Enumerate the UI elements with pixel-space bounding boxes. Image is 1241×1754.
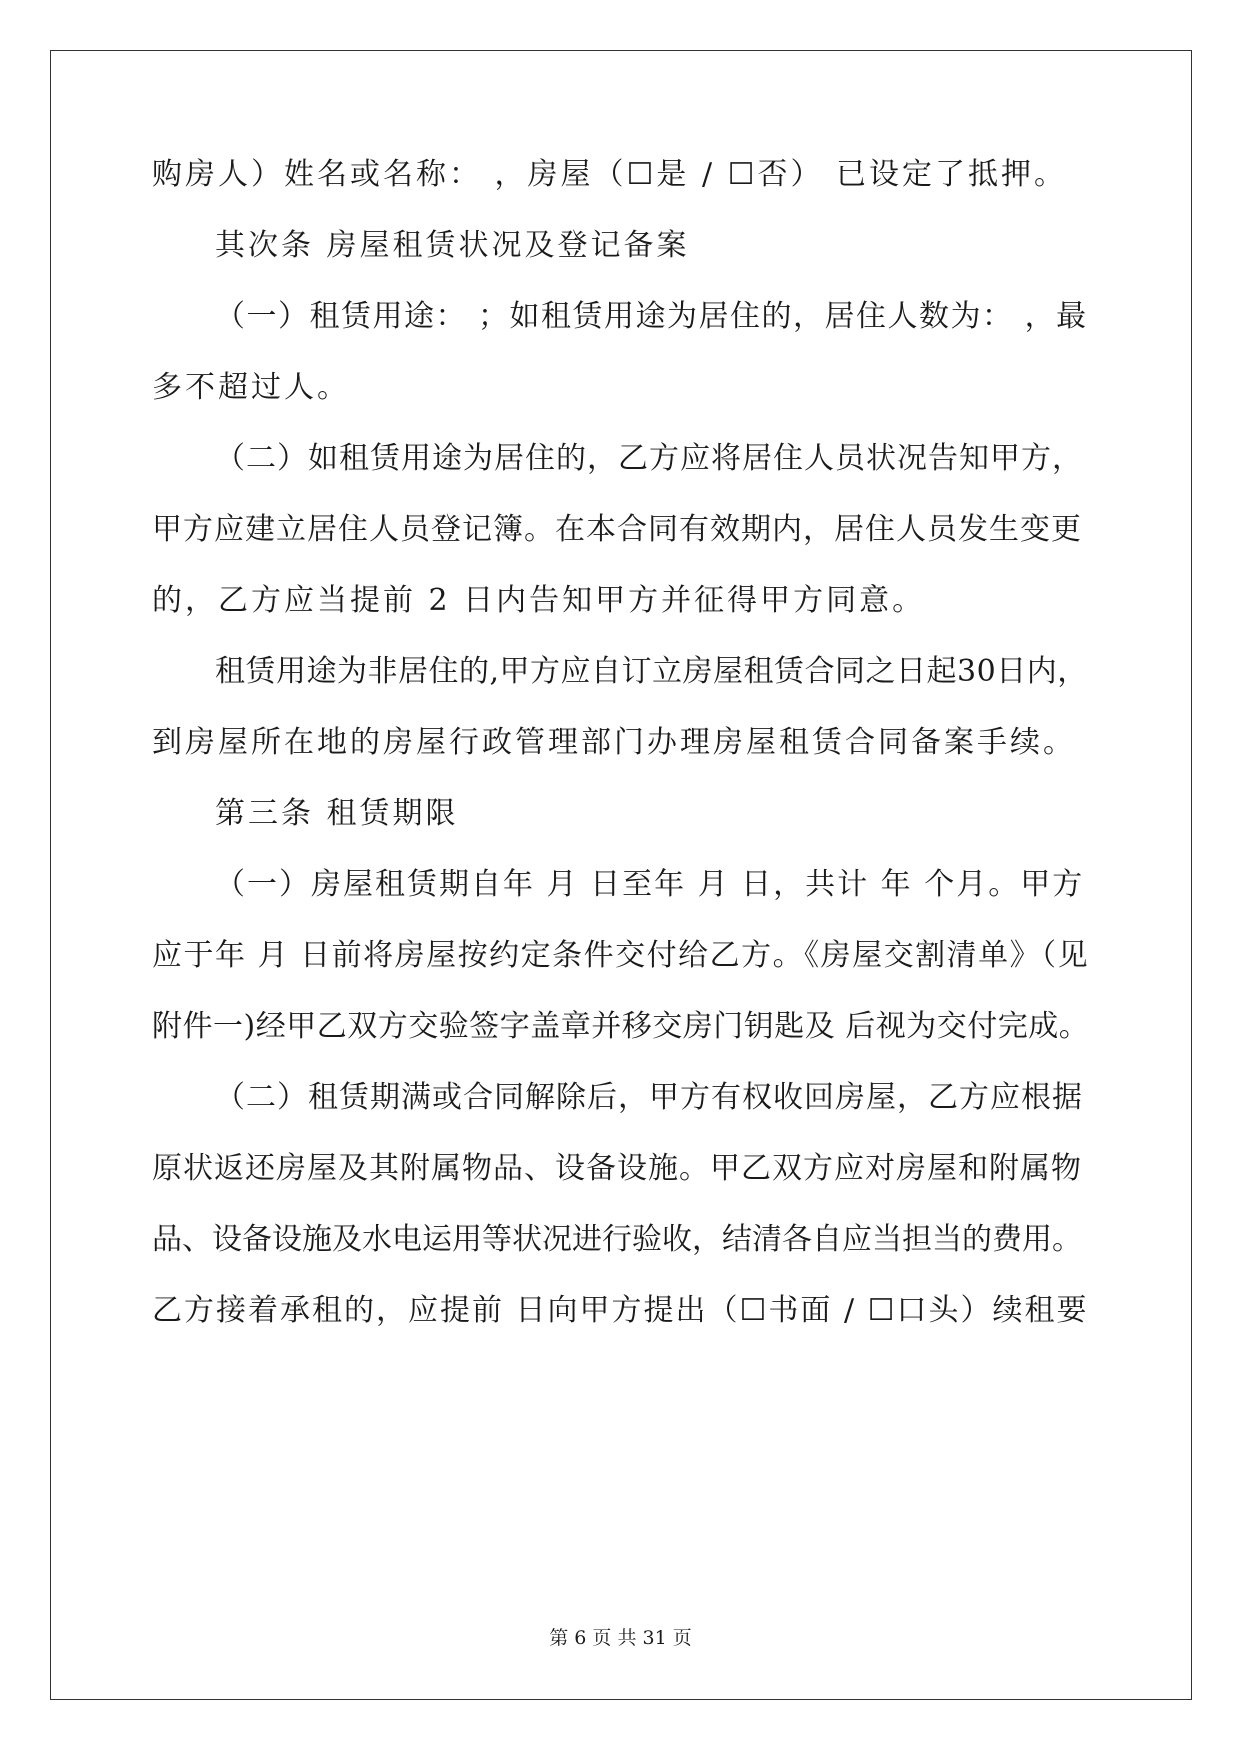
text-line: 租赁用途为非居住的,甲方应自订立房屋租赁合同之日起30日内，: [215, 654, 1088, 689]
text-line: 应于年 月 日前将房屋按约定条件交付给乙方。《房屋交割清单》（见: [152, 938, 1090, 973]
text-line: （一）房屋租赁期自年 月 日至年 月 日，共计 年 个月。甲方: [215, 867, 1085, 902]
section-heading: 其次条 房屋租赁状况及登记备案: [215, 228, 690, 263]
text-line: 到房屋所在地的房屋行政管理部门办理房屋租赁合同备案手续。: [152, 725, 1076, 760]
text-line: 原状返还房屋及其附属物品、设备设施。甲乙双方应对房屋和附属物: [152, 1151, 1082, 1186]
text-line: （一）租赁用途： ；如租赁用途为居住的，居住人数为： ，最: [215, 299, 1088, 334]
text-line: （二）租赁期满或合同解除后，甲方有权收回房屋，乙方应根据: [215, 1080, 1083, 1115]
text-line: 多不超过人。: [152, 370, 350, 405]
text-line: 甲方应建立居住人员登记簿。在本合同有效期内，居住人员发生变更: [152, 512, 1082, 547]
page-footer: 第 6 页 共 31 页: [549, 1627, 692, 1649]
text-line: 品、设备设施及水电运用等状况进行验收，结清各自应当担当的费用。: [152, 1222, 1082, 1257]
text-line: 购房人）姓名或名称： ，房屋（☐是 / ☐否） 已设定了抵押。: [152, 157, 1068, 192]
text-line: （二）如租赁用途为居住的，乙方应将居住人员状况告知甲方，: [215, 441, 1083, 476]
text-line: 附件一)经甲乙双方交验签字盖章并移交房门钥匙及 后视为交付完成。: [152, 1009, 1090, 1044]
text-line: 乙方接着承租的，应提前 日向甲方提出（☐书面 / ☐口头）续租要: [152, 1293, 1089, 1328]
section-heading: 第三条 租赁期限: [215, 796, 459, 831]
text-line: 的，乙方应当提前 2 日内告知甲方并征得甲方同意。: [152, 583, 926, 618]
